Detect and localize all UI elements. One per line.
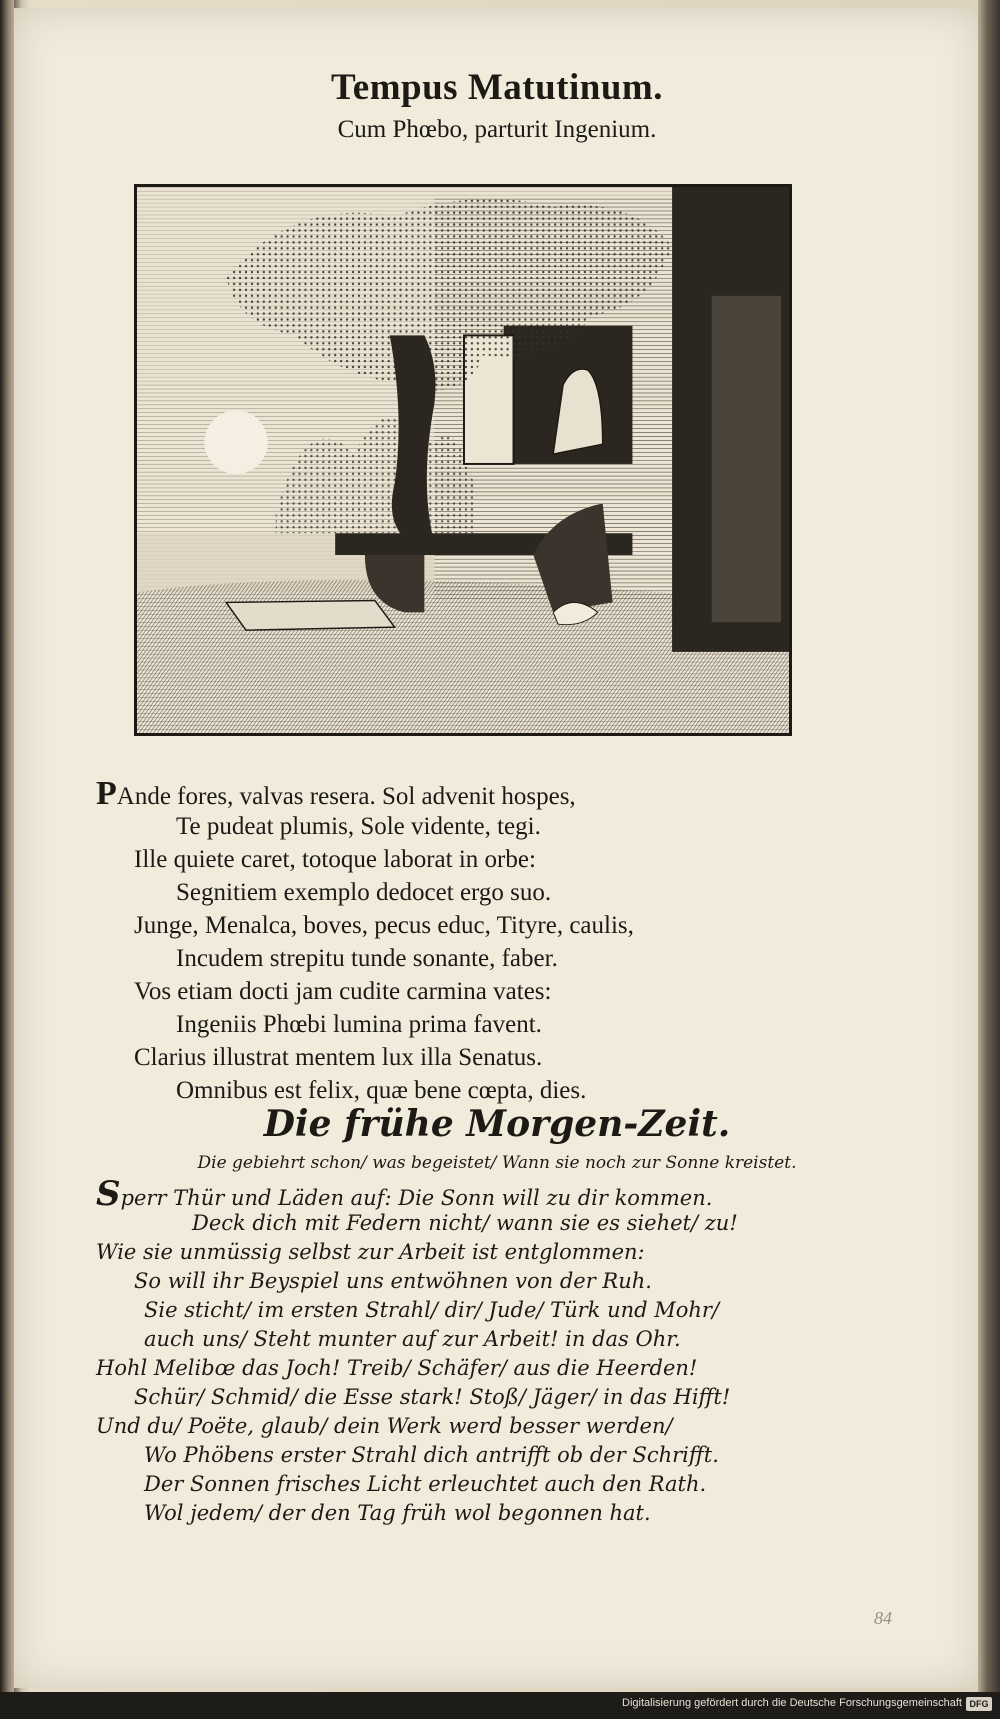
poem-line: Und du/ Poëte, glaub/ dein Werk werd besser werden/: [96, 1414, 673, 1438]
poem-line: Wol jedem/ der den Tag früh wol begonnen hat.: [144, 1501, 651, 1525]
right-page-edge: [978, 0, 1000, 1719]
poem-line: Clarius illustrat mentem lux illa Senatus.: [134, 1044, 543, 1071]
german-motto: Die gebiehrt schon/ was begeistet/ Wann sie noch zur Sonne kreistet.: [197, 1153, 797, 1173]
poem-line: Omnibus est felix, quæ bene cœpta, dies.: [176, 1077, 587, 1104]
poem-line: PAnde fores, valvas resera. Sol advenit hospes,: [96, 775, 576, 812]
poem-line: Hohl Melibœ das Joch! Treib/ Schäfer/ aus die Heerden!: [96, 1356, 698, 1380]
page-number: 84: [874, 1608, 892, 1628]
poem-line: Ingeniis Phœbi lumina prima favent.: [176, 1011, 542, 1038]
engraving-illustration: [134, 184, 792, 736]
poem-line: Ille quiete caret, totoque laborat in orbe:: [134, 846, 536, 873]
page-title: Tempus Matutinum.: [331, 67, 663, 108]
poem-line: Deck dich mit Federn nicht/ wann sie es siehet/ zu!: [192, 1211, 738, 1235]
poem-line: Junge, Menalca, boves, pecus educ, Tityre, caulis,: [134, 912, 634, 939]
digitization-credit: Digitalisierung gefördert durch die Deutsche Forschungsgemeinschaft: [622, 1697, 962, 1709]
poem-line: Der Sonnen frisches Licht erleuchtet auch den Rath.: [144, 1472, 707, 1496]
poem-line: Te pudeat plumis, Sole vidente, tegi.: [176, 813, 541, 840]
sun-icon: [204, 411, 267, 474]
poem-line: Segnitiem exemplo dedocet ergo suo.: [176, 879, 552, 906]
poem-line: Sperr Thür und Läden auf: Die Sonn will zu dir kommen.: [96, 1174, 713, 1214]
poem-line: So will ihr Beyspiel uns entwöhnen von der Ruh.: [134, 1269, 652, 1293]
poem-line: Schür/ Schmid/ die Esse stark! Stoß/ Jäger/ in das Hifft!: [134, 1385, 731, 1409]
poem-line: Sie sticht/ im ersten Strahl/ dir/ Jude/ Türk und Mohr/: [144, 1298, 720, 1322]
dropcap: P: [96, 775, 117, 812]
poem-line: Vos etiam docti jam cudite carmina vates:: [134, 978, 552, 1005]
poem-line: Wo Phöbens erster Strahl dich antrifft ob der Schrifft.: [144, 1443, 719, 1467]
poem-line: auch uns/ Steht munter auf zur Arbeit! in das Ohr.: [144, 1327, 681, 1351]
dropcap: S: [96, 1174, 121, 1214]
poem-line: Wie sie unmüssig selbst zur Arbeit ist entglommen:: [96, 1240, 645, 1264]
poem-line: Incudem strepitu tunde sonante, faber.: [176, 945, 558, 972]
book-page: [14, 8, 980, 1688]
dfg-logo: DFG: [966, 1697, 992, 1711]
german-title: Die frühe Morgen-Zeit.: [263, 1103, 731, 1145]
left-page-edge: [0, 0, 14, 1719]
page-subtitle: Cum Phœbo, parturit Ingenium.: [337, 116, 657, 143]
